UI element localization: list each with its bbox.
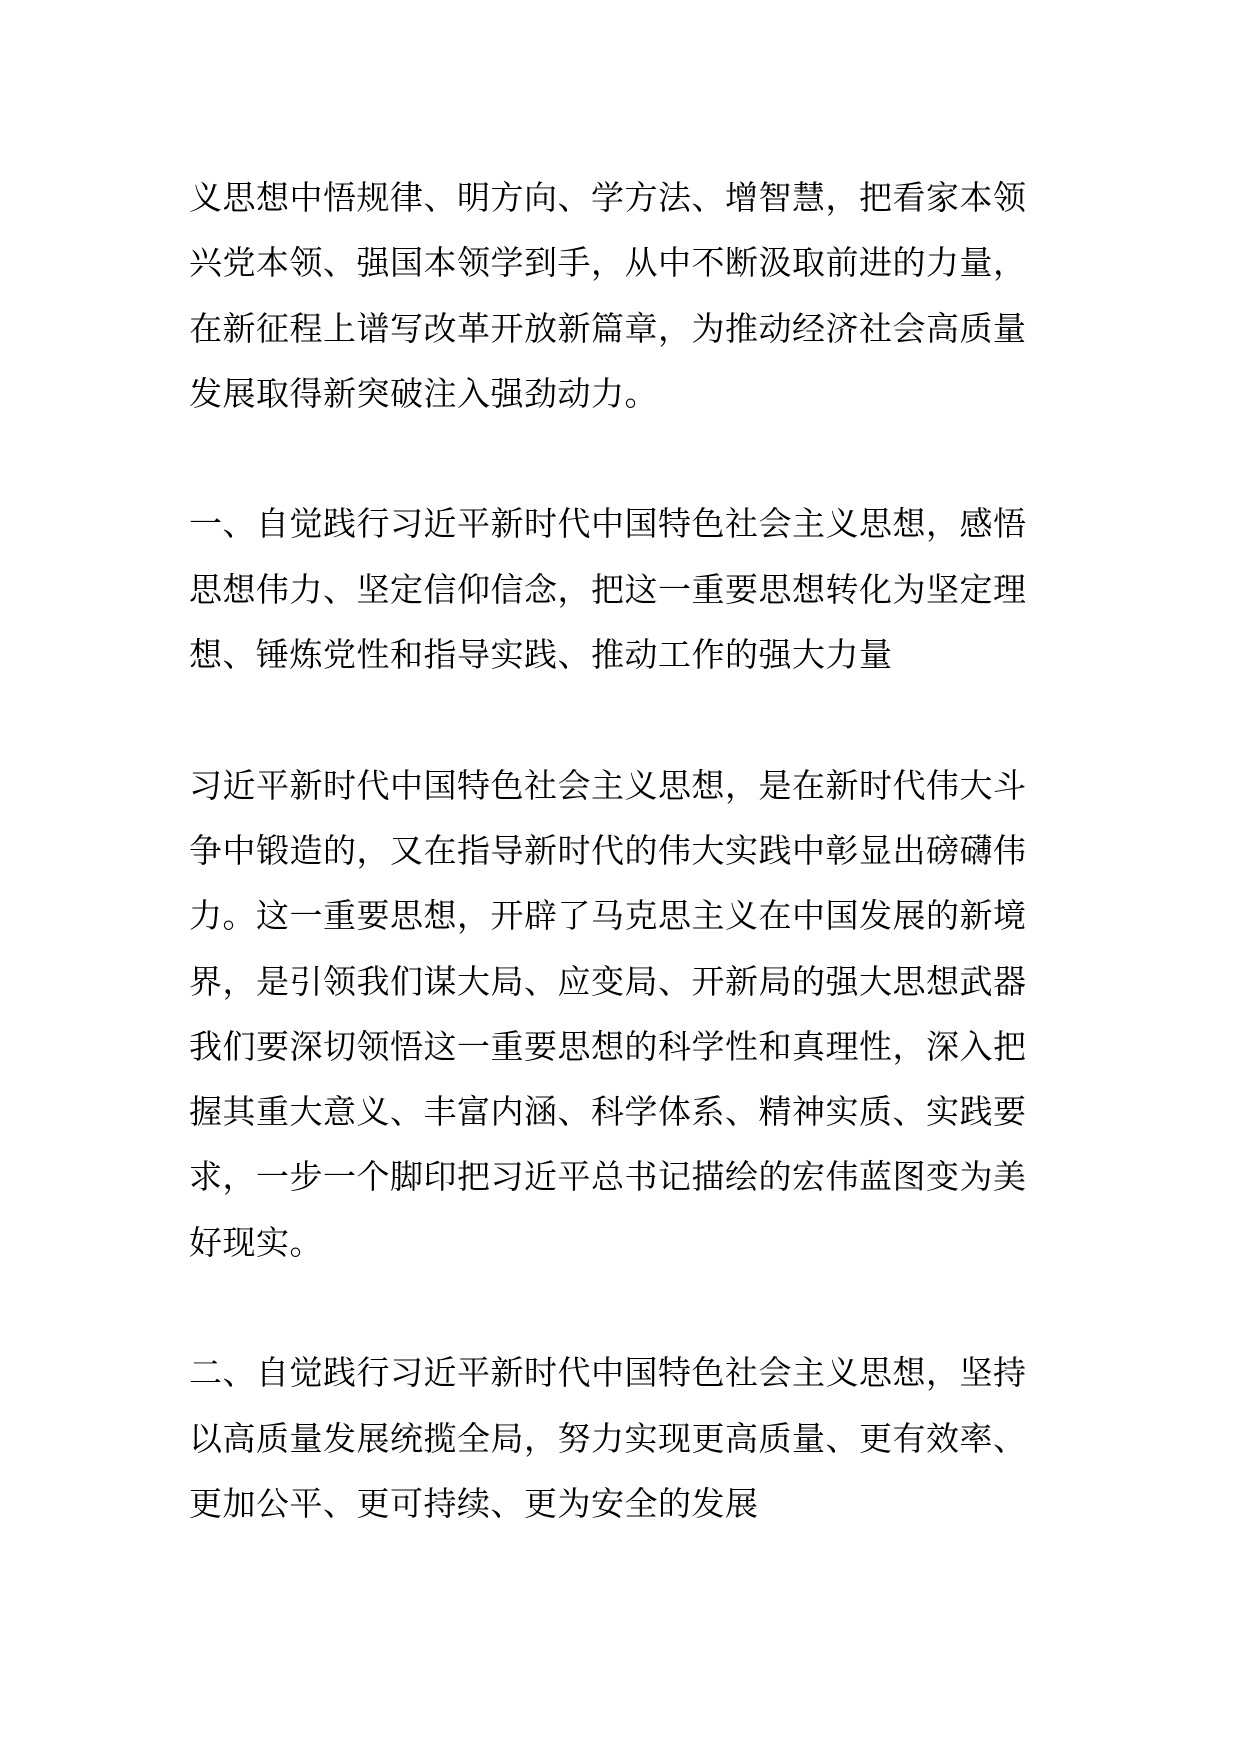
text-line: 发展取得新突破注入强劲动力。	[189, 373, 658, 413]
text-line: 一、自觉践行习近平新时代中国特色社会主义思想，感悟	[189, 504, 1027, 544]
text-line: 习近平新时代中国特色社会主义思想，是在新时代伟大斗	[189, 765, 1027, 805]
document-body	[189, 165, 1061, 1536]
paragraph-spacer	[189, 1275, 1061, 1340]
text-line: 以高质量发展统揽全局，努力实现更高质量、更有效率、	[189, 1418, 1027, 1458]
text-line: 思想伟力、坚定信仰信念，把这一重要思想转化为坚定理	[189, 569, 1027, 609]
text-line: 界，是引领我们谋大局、应变局、开新局的强大思想武器	[189, 961, 1027, 1001]
text-line: 争中锻造的，又在指导新时代的伟大实践中彰显出磅礴伟	[189, 830, 1027, 870]
text-line: 想、锤炼党性和指导实践、推动工作的强大力量	[189, 635, 893, 675]
paragraph-intro-continuation	[189, 165, 1061, 426]
paragraph-section-one-body	[189, 753, 1061, 1275]
text-line: 求，一步一个脚印把习近平总书记描绘的宏伟蓝图变为美	[189, 1157, 1027, 1197]
section-heading-one	[189, 491, 1061, 687]
text-line: 更加公平、更可持续、更为安全的发展	[189, 1483, 759, 1523]
text-line: 义思想中悟规律、明方向、学方法、增智慧，把看家本领	[189, 178, 1027, 217]
text-line: 在新征程上谱写改革开放新篇章，为推动经济社会高质量	[189, 308, 1027, 348]
text-line: 我们要深切领悟这一重要思想的科学性和真理性，深入把	[189, 1026, 1027, 1066]
paragraph-spacer	[189, 426, 1061, 491]
text-line: 二、自觉践行习近平新时代中国特色社会主义思想，坚持	[189, 1353, 1027, 1393]
text-line: 好现实。	[189, 1222, 323, 1262]
section-heading-two	[189, 1340, 1061, 1536]
text-line: 握其重大意义、丰富内涵、科学体系、精神实质、实践要	[189, 1092, 1027, 1132]
text-line: 力。这一重要思想，开辟了马克思主义在中国发展的新境	[189, 896, 1027, 936]
paragraph-spacer	[189, 687, 1061, 752]
text-line: 兴党本领、强国本领学到手，从中不断汲取前进的力量，	[189, 243, 1027, 283]
